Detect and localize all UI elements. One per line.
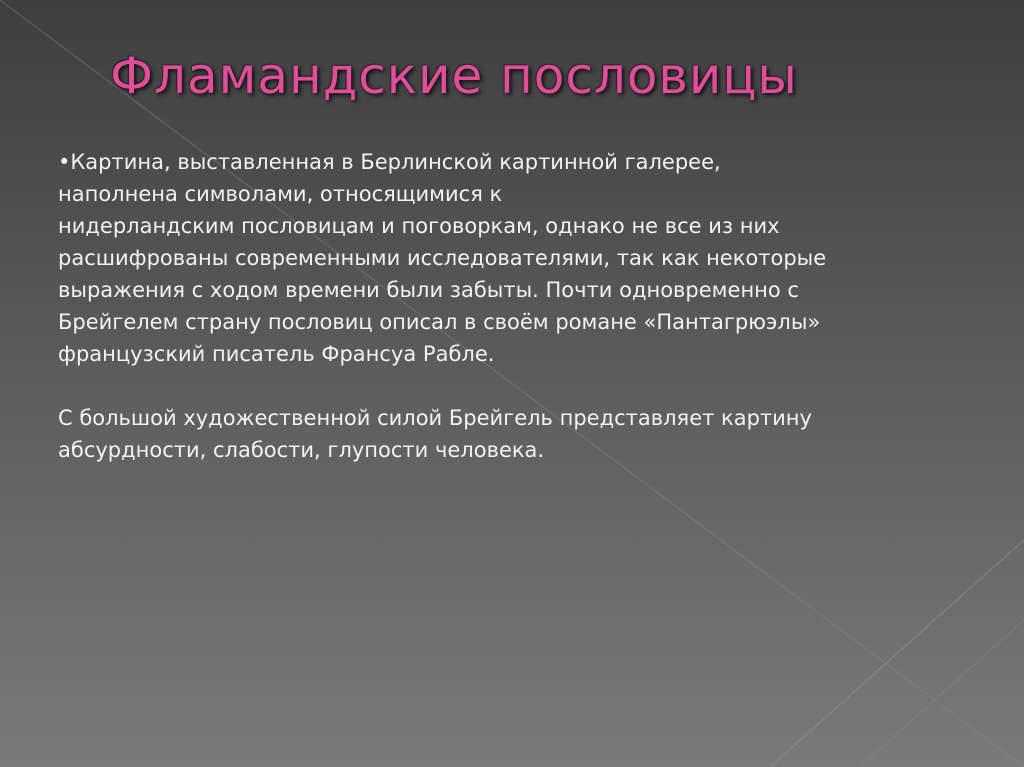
paragraph-artistic-force <box>58 402 988 466</box>
text-line: наполнена символами, относящимися к <box>58 182 503 206</box>
text-line: •Картина, выставленная в Берлинской картинной галерее, <box>58 150 721 174</box>
text-line: нидерландским пословицам и поговоркам, однако не все из них <box>58 214 780 238</box>
text-line: расшифрованы современными исследователями, так как некоторые <box>58 246 827 270</box>
text-line: С большой художественной силой Брейгель представляет картину <box>58 406 812 430</box>
text-line: выражения с ходом времени были забыты. Почти одновременно с <box>58 278 799 302</box>
text-line: Брейгелем страну пословиц описал в своём романе «Пантагрюэлы» <box>58 310 821 334</box>
paragraph-painting-description <box>58 146 988 370</box>
slide-body <box>58 146 988 466</box>
text-line: абсурдности, слабости, глупости человека. <box>58 438 545 462</box>
slide-title: Фламандские пословицы <box>110 47 798 105</box>
background-diagonal-line-corner-2 <box>860 620 1024 767</box>
text-line: французский писатель Франсуа Рабле. <box>58 342 495 366</box>
